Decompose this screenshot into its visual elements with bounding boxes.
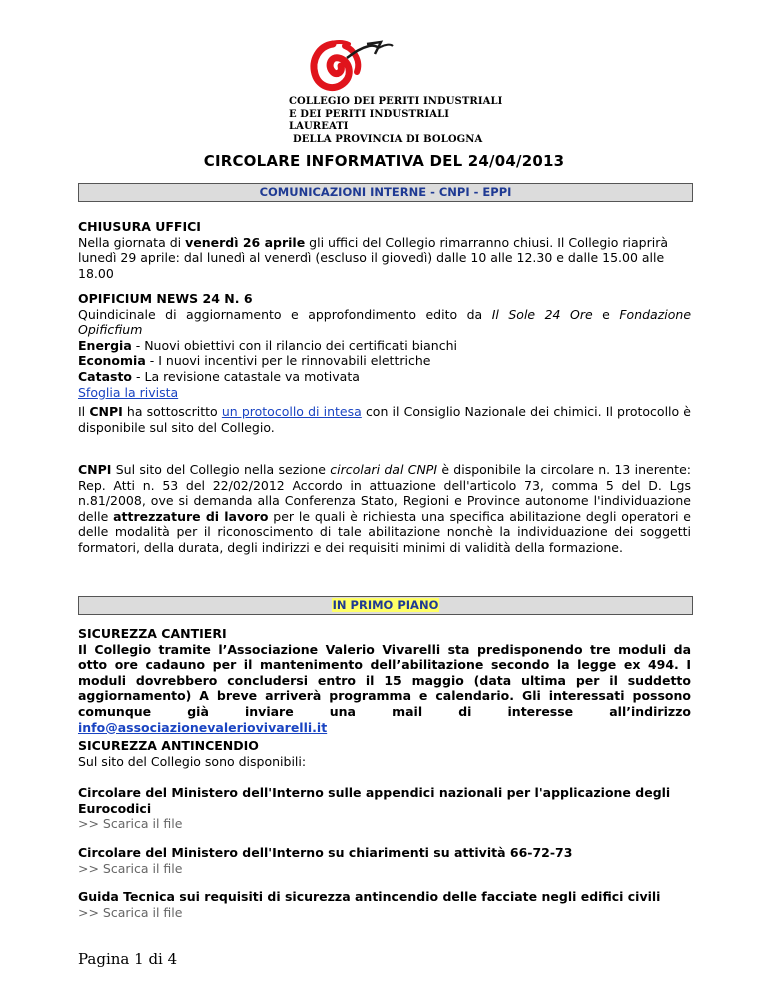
opificium-item-catasto: Catasto - La revisione catastale va motivata (78, 368, 360, 384)
opificium-intro: Quindicinale di aggiornamento e approfondimento edito da Il Sole 24 Ore e Fondazione Opificfium (78, 306, 692, 338)
protocollo-intesa-link[interactable]: un protocollo di intesa (221, 404, 362, 419)
associazione-email-link[interactable]: info@associazionevaleriovivarelli.it (78, 719, 328, 735)
protocollo-text: Il CNPI ha sottoscritto un protocollo di intesa con il Consiglio Nazionale dei chimici. Il protocollo è disponibile sul sito del Collegio. (78, 404, 692, 435)
sfoglia-rivista-link[interactable]: Sfoglia la rivista (78, 384, 179, 400)
chiusura-text: Nella giornata di venerdì 26 aprile gli uffici del Collegio rimarranno chiusi. Il Collegio riaprirà lunedì 29 aprile: dal lunedì al venerdì (escluso il giovedì) dalle 10 alle 12.30 e dalle 15.00 alle 18.00 (78, 234, 668, 281)
section-cnpi-circolare (78, 462, 691, 556)
doc-3-download-link[interactable]: >> Scarica il file (78, 904, 183, 920)
cantieri-heading: SICUREZZA CANTIERI (78, 626, 227, 641)
section-protocollo (78, 404, 691, 435)
logo-line-1: COLLEGIO DEI PERITI INDUSTRIALI (289, 96, 503, 107)
chiusura-heading: CHIUSURA UFFICI (78, 219, 201, 234)
logo-line-2: E DEI PERITI INDUSTRIALI LAUREATI (289, 108, 450, 132)
section-banner-primo-piano (78, 596, 693, 615)
opificium-item-economia: Economia - I nuovi incentivi per le rinnovabili elettriche (78, 353, 431, 369)
cnpi-circolare-text: CNPI Sul sito del Collegio nella sezione circolari dal CNPI è disponibile la circolare n. 13 inerente: Rep. Atti n. 53 del 22/02/2012 Accordo in attuazione dell'articolo 73, comma 5 del D. Lgs n.81/2008, ove si demanda alla Conferenza Stato, Regioni e Province autonome l'individuazione delle attrezzature di lavoro per le quali è richiesta una specifica abilitazione degli operatori e delle modalità per il riconoscimento di tale abilitazione nonchè la individuazione dei soggetti formatori, della durata, degli indirizzi e dei requisiti minimi di validità della formazione. (78, 462, 691, 555)
section-opificium (78, 291, 691, 400)
doc-2-download-link[interactable]: >> Scarica il file (78, 860, 183, 876)
antincendio-intro: Sul sito del Collegio sono disponibili: (78, 753, 307, 769)
antincendio-doc-2 (78, 845, 691, 876)
logo-line-3: DELLA PROVINCIA DI BOLOGNA (293, 133, 483, 145)
doc-1-download-link[interactable]: >> Scarica il file (78, 816, 183, 832)
antincendio-doc-3 (78, 889, 691, 920)
document-title: CIRCOLARE INFORMATIVA DEL 24/04/2013 (203, 152, 565, 170)
page-number: Pagina 1 di 4 (78, 950, 178, 968)
banner-internal-label: COMUNICAZIONI INTERNE - CNPI - EPPI (259, 185, 512, 199)
opificium-heading: OPIFICIUM NEWS 24 N. 6 (78, 291, 253, 306)
opificium-item-energia: Energia - Nuovi obiettivi con il rilancio dei certificati bianchi (78, 337, 457, 353)
antincendio-doc-1 (78, 785, 691, 832)
logo-mark-icon (289, 38, 419, 96)
section-chiusura-uffici (78, 219, 691, 281)
section-sicurezza-antincendio (78, 738, 691, 769)
antincendio-heading: SICUREZZA ANTINCENDIO (78, 738, 259, 753)
banner-primo-piano-label: IN PRIMO PIANO (332, 598, 439, 612)
doc-2-title: Circolare del Ministero dell'Interno su chiarimenti su attività 66-72-73 (78, 845, 573, 860)
doc-3-title: Guida Tecnica sui requisiti di sicurezza antincendio delle facciate negli edifici civili (78, 889, 661, 904)
doc-1-title: Circolare del Ministero dell'Interno sulle appendici nazionali per l'applicazione degli Eurocodici (78, 785, 671, 816)
section-banner-internal (78, 183, 693, 202)
section-sicurezza-cantieri (78, 626, 691, 735)
cantieri-text: Il Collegio tramite l’Associazione Valerio Vivarelli sta predisponendo tre moduli da otto ore cadauno per il mantenimento dell’abilitazione secondo la legge ex 494. I moduli dovrebbero concludersi entro il 15 maggio (data ultima per il suddetto aggiornamento) A breve arriverà programma e calendario. Gli interessati possono comunque già inviare una mail di interesse all’indirizzo (78, 641, 691, 719)
college-logo (289, 38, 504, 145)
